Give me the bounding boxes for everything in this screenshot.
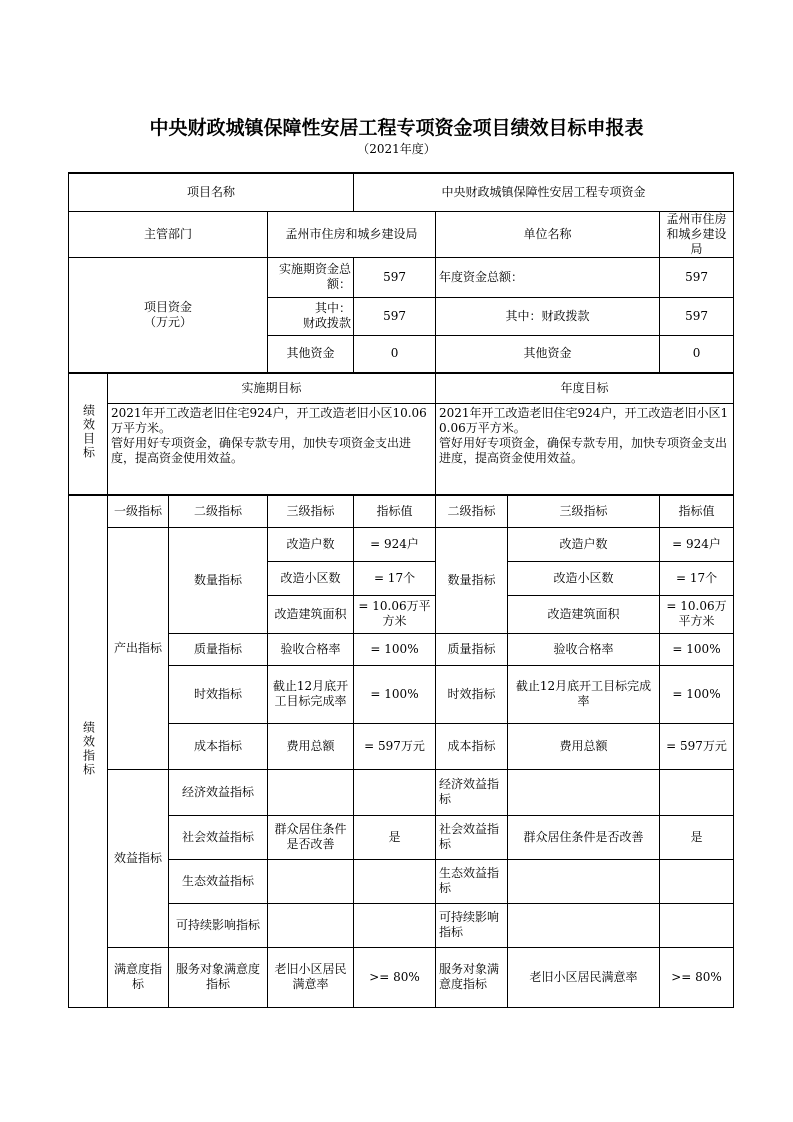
economic-l2b: 经济效益指标: [436, 769, 508, 815]
sustainable-l3: [268, 903, 354, 947]
ecological-l2: 生态效益指标: [169, 859, 268, 903]
header-level2: 二级指标: [169, 495, 268, 527]
sustainable-l2b: 可持续影响指标: [436, 903, 508, 947]
header-level1: 一级指标: [108, 495, 169, 527]
sustainable-valueb: [660, 903, 734, 947]
ecological-l3b: [508, 859, 660, 903]
social-l3b: 群众居住条件是否改善: [508, 815, 660, 859]
satisfaction-l3b: 老旧小区居民满意率: [508, 947, 660, 1007]
quantity-valueb: = 17个: [660, 561, 734, 595]
funds-annual-fiscal-label: 其中：财政拨款: [436, 297, 660, 335]
timeliness-value: = 100%: [354, 665, 436, 723]
funds-total-value: 597: [354, 257, 436, 297]
quantity-l3b: 改造建筑面积: [508, 595, 660, 633]
goals-period-header: 实施期目标: [108, 373, 436, 403]
quantity-l3: 改造建筑面积: [268, 595, 354, 633]
quality-value: = 100%: [354, 633, 436, 665]
quantity-l3b: 改造小区数: [508, 561, 660, 595]
cost-l3: 费用总额: [268, 723, 354, 769]
benefit-indicator-label: 效益指标: [108, 769, 169, 947]
economic-l2: 经济效益指标: [169, 769, 268, 815]
quantity-l3: 改造小区数: [268, 561, 354, 595]
ecological-value: [354, 859, 436, 903]
economic-l3: [268, 769, 354, 815]
satisfaction-l2: 服务对象满意度指标: [169, 947, 268, 1007]
page-subtitle: （2021年度）: [357, 142, 436, 156]
satisfaction-value: >= 80%: [354, 947, 436, 1007]
header-level2b: 二级指标: [436, 495, 508, 527]
satisfaction-l1: 满意度指标: [108, 947, 169, 1007]
timeliness-l2b: 时效指标: [436, 665, 508, 723]
quantity-l3b: 改造户数: [508, 527, 660, 561]
unit-value: 孟州市住房和城乡建设局: [660, 211, 734, 257]
project-name-value: 中央财政城镇保障性安居工程专项资金: [354, 173, 734, 211]
social-l2b: 社会效益指标: [436, 815, 508, 859]
quantity-value: = 17个: [354, 561, 436, 595]
quality-valueb: = 100%: [660, 633, 734, 665]
funds-other-value: 0: [354, 335, 436, 373]
performance-table: [68, 172, 734, 1008]
header-level3: 三级指标: [268, 495, 354, 527]
header-level3b: 三级指标: [508, 495, 660, 527]
dept-label: 主管部门: [69, 211, 268, 257]
timeliness-l3b: 截止12月底开工目标完成率: [508, 665, 660, 723]
quality-l3: 验收合格率: [268, 633, 354, 665]
quantity-value: = 924户: [354, 527, 436, 561]
funds-annual-other-label: 其他资金: [436, 335, 660, 373]
timeliness-l3: 截止12月底开工目标完成率: [268, 665, 354, 723]
funds-annual-other-value: 0: [660, 335, 734, 373]
funds-annual-total-label: 年度资金总额：: [436, 257, 660, 297]
header-value: 指标值: [354, 495, 436, 527]
social-valueb: 是: [660, 815, 734, 859]
ecological-valueb: [660, 859, 734, 903]
page-title: 中央财政城镇保障性安居工程专项资金项目绩效目标申报表: [149, 117, 644, 139]
sustainable-l3b: [508, 903, 660, 947]
timeliness-valueb: = 100%: [660, 665, 734, 723]
cost-valueb: = 597万元: [660, 723, 734, 769]
project-name-label: 项目名称: [69, 173, 354, 211]
funds-annual-fiscal-value: 597: [660, 297, 734, 335]
quantity-indicator-label-b: 数量指标: [436, 527, 508, 633]
quality-l2b: 质量指标: [436, 633, 508, 665]
funds-other-label: 其他资金: [268, 335, 354, 373]
funds-total-label: 实施期资金总额：: [268, 257, 354, 297]
quantity-value: = 10.06万平方米: [354, 595, 436, 633]
economic-value: [354, 769, 436, 815]
quantity-valueb: = 924户: [660, 527, 734, 561]
sustainable-value: [354, 903, 436, 947]
funds-fiscal-value: 597: [354, 297, 436, 335]
quantity-valueb: = 10.06万平方米: [660, 595, 734, 633]
ecological-l3: [268, 859, 354, 903]
satisfaction-l2b: 服务对象满意度指标: [436, 947, 508, 1007]
ecological-l2b: 生态效益指标: [436, 859, 508, 903]
dept-value: 孟州市住房和城乡建设局: [268, 211, 436, 257]
cost-l3b: 费用总额: [508, 723, 660, 769]
quality-l3b: 验收合格率: [508, 633, 660, 665]
goals-annual-text: 2021年开工改造老旧住宅924户，开工改造老旧小区10.06万平方米。 管好用好专项资金，确保专款专用，加快专项资金支出进度，提高资金使用效益。: [436, 403, 734, 495]
goals-period-text: 2021年开工改造老旧住宅924户，开工改造老旧小区10.06万平方米。 管好用好专项资金，确保专款专用，加快专项资金支出进度，提高资金使用效益。: [108, 403, 436, 495]
social-l2: 社会效益指标: [169, 815, 268, 859]
cost-value: = 597万元: [354, 723, 436, 769]
social-l3: 群众居住条件是否改善: [268, 815, 354, 859]
economic-l3b: [508, 769, 660, 815]
quantity-indicator-label: 数量指标: [169, 527, 268, 633]
goals-section-label: 绩效目标: [69, 373, 108, 495]
quality-l2: 质量指标: [169, 633, 268, 665]
cost-l2: 成本指标: [169, 723, 268, 769]
social-value: 是: [354, 815, 436, 859]
satisfaction-valueb: >= 80%: [660, 947, 734, 1007]
unit-label: 单位名称: [436, 211, 660, 257]
goals-annual-header: 年度目标: [436, 373, 734, 403]
sustainable-l2: 可持续影响指标: [169, 903, 268, 947]
funds-annual-total-value: 597: [660, 257, 734, 297]
output-indicator-label: 产出指标: [108, 527, 169, 769]
quantity-l3: 改造户数: [268, 527, 354, 561]
satisfaction-l3: 老旧小区居民满意率: [268, 947, 354, 1007]
cost-l2b: 成本指标: [436, 723, 508, 769]
timeliness-l2: 时效指标: [169, 665, 268, 723]
indicators-section-label: 绩效指标: [69, 495, 108, 1007]
funds-label: 项目资金 （万元）: [69, 257, 268, 373]
header-valueb: 指标值: [660, 495, 734, 527]
economic-valueb: [660, 769, 734, 815]
funds-fiscal-label: 其中： 财政拨款: [268, 297, 354, 335]
